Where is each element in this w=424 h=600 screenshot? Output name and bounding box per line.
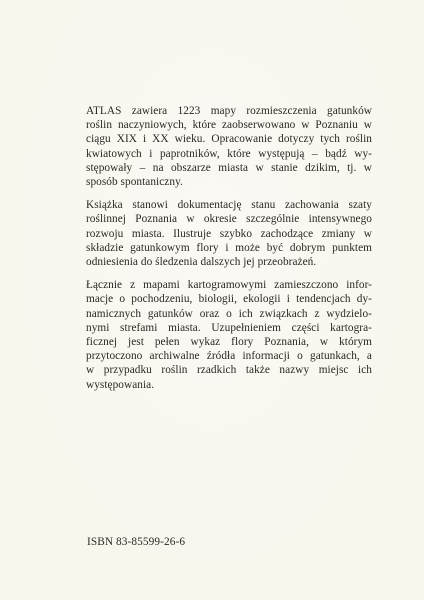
text-line: przytoczono archiwalne źródła informacji o gatunkach, a xyxy=(86,350,372,363)
text-line: występowania. xyxy=(86,378,155,391)
text-line: ciągu XIX i XX wieku. Opracowanie dotyczy tych roślin xyxy=(86,133,372,146)
text-line: stępowały – na obszarze miasta w stanie dzikim, tj. w xyxy=(86,161,372,174)
paragraph-3 xyxy=(86,278,372,392)
paragraph-1 xyxy=(86,104,372,189)
description-text xyxy=(86,104,372,401)
isbn-number: ISBN 83-85599-26-6 xyxy=(87,536,186,548)
text-line: sposób spontaniczny. xyxy=(86,176,183,189)
text-line: odniesienia do śledzenia dalszych jej przeobrażeń. xyxy=(86,256,317,269)
text-line: ATLAS zawiera 1223 mapy rozmieszczenia gatunków xyxy=(86,105,372,117)
paragraph-2 xyxy=(86,198,372,269)
text-line: roślin naczyniowych, które zaobserwowano w Poznaniu w xyxy=(86,119,372,132)
text-line: Książka stanowi dokumentację stanu zachowania szaty xyxy=(86,199,372,212)
text-line: składzie gatunkowym flory i może być dobrym punktem xyxy=(86,241,372,254)
text-line: macje o pochodzeniu, biologii, ekologii i tendencjach dy- xyxy=(86,293,372,306)
text-line: rozwoju miasta. Ilustruje szybko zachodzące zmiany w xyxy=(86,227,372,240)
text-line: ficznej jest pełen wykaz flory Poznania, w którym xyxy=(86,336,372,349)
text-line: nymi strefami miasta. Uzupełnieniem części kartogra- xyxy=(86,321,372,334)
text-line: w przypadku roślin rzadkich także nazwy miejsc ich xyxy=(86,364,372,377)
text-line: namicznych gatunków oraz o ich związkach z wydzielo- xyxy=(86,307,372,320)
text-line: kwiatowych i paprotników, które występują – bądź wy- xyxy=(86,147,372,160)
text-line: Łącznie z mapami kartogramowymi zamieszczono infor- xyxy=(86,279,372,292)
text-line: roślinnej Poznania w okresie szczególnie intensywnego xyxy=(86,213,372,226)
